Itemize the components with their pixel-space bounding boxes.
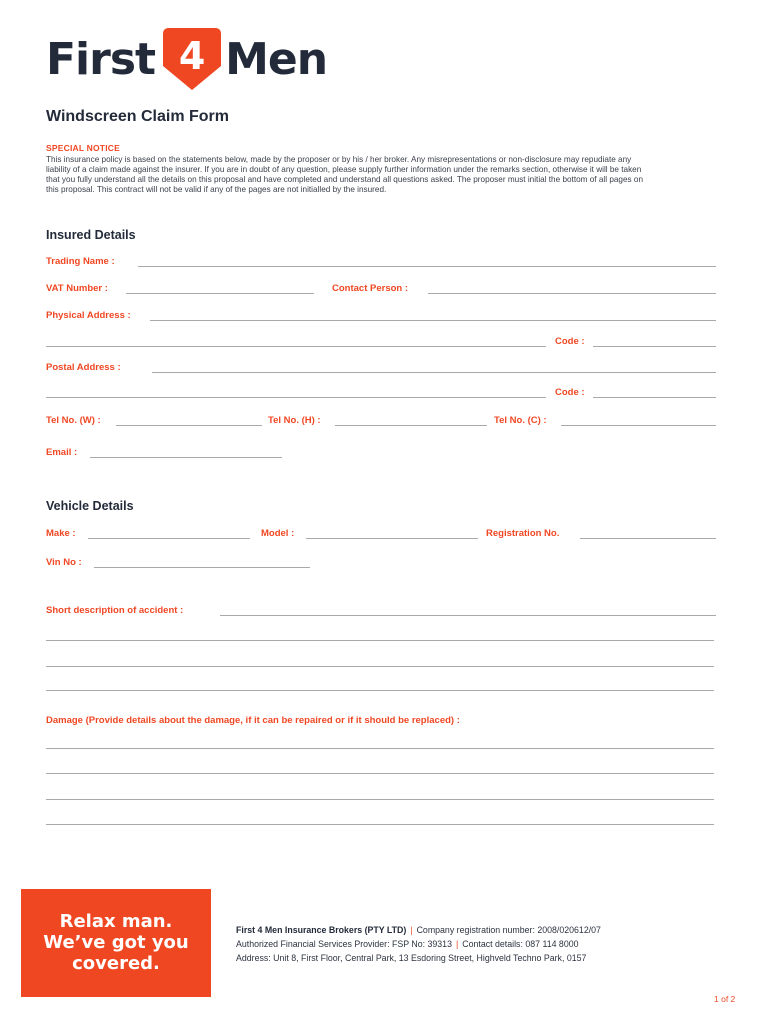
registration-field[interactable] <box>580 538 716 539</box>
logo-word-first: First <box>46 33 156 85</box>
accident-description-label: Short description of accident : <box>46 605 184 616</box>
accident-description-line-4[interactable] <box>46 690 714 691</box>
tel-work-field[interactable] <box>116 425 262 426</box>
footer-separator: | <box>455 939 459 949</box>
footer-line-1 <box>236 923 601 937</box>
postal-address-field-line2[interactable] <box>46 397 546 398</box>
make-field[interactable] <box>88 538 250 539</box>
postal-code-field[interactable] <box>593 397 716 398</box>
page-number: 1 of 2 <box>714 994 736 1004</box>
damage-line-4[interactable] <box>46 824 714 825</box>
registration-label: Registration No. <box>486 528 560 539</box>
contact-person-field[interactable] <box>428 293 716 294</box>
email-field[interactable] <box>90 457 282 458</box>
footer-address: Address: Unit 8, First Floor, Central Park, 13 Esdoring Street, Highveld Techno Park, 0157 <box>236 953 587 963</box>
postal-address-label: Postal Address : <box>46 362 121 373</box>
tel-cell-field[interactable] <box>561 425 716 426</box>
tagline-banner <box>21 889 211 997</box>
company-footer <box>236 923 601 965</box>
tagline-line-3: covered. <box>72 953 160 974</box>
footer-separator: | <box>410 925 413 935</box>
postal-address-field[interactable] <box>152 372 716 373</box>
accident-description-line-3[interactable] <box>46 666 714 667</box>
logo-word-men: Men <box>225 33 328 85</box>
physical-address-label: Physical Address : <box>46 310 131 321</box>
tel-cell-label: Tel No. (C) : <box>494 415 547 426</box>
vat-number-label: VAT Number : <box>46 283 108 294</box>
contact-details: Contact details: 087 114 8000 <box>462 939 579 949</box>
tagline-line-2: We’ve got you <box>43 932 189 953</box>
email-label: Email : <box>46 447 78 458</box>
vin-label: Vin No : <box>46 557 82 568</box>
make-label: Make : <box>46 528 76 539</box>
trading-name-label: Trading Name : <box>46 256 115 267</box>
contact-person-label: Contact Person : <box>332 283 409 294</box>
fsp-number: Authorized Financial Services Provider: FSP No: 39313 <box>236 939 452 949</box>
postal-code-label: Code : <box>555 387 585 398</box>
vat-number-field[interactable] <box>126 293 314 294</box>
tel-work-label: Tel No. (W) : <box>46 415 101 426</box>
company-registration: Company registration number: 2008/020612/07 <box>416 925 601 935</box>
tel-home-label: Tel No. (H) : <box>268 415 321 426</box>
damage-label: Damage (Provide details about the damage, if it can be repaired or if it should be replaced) : <box>46 715 460 726</box>
form-title: Windscreen Claim Form <box>46 108 230 125</box>
vin-field[interactable] <box>94 567 310 568</box>
accident-description-field[interactable] <box>220 615 716 616</box>
tel-home-field[interactable] <box>335 425 487 426</box>
company-name: First 4 Men Insurance Brokers (PTY LTD) <box>236 925 407 935</box>
damage-line-1[interactable] <box>46 748 714 749</box>
special-notice-title: SPECIAL NOTICE <box>46 143 120 153</box>
physical-code-label: Code : <box>555 336 585 347</box>
physical-code-field[interactable] <box>593 346 716 347</box>
tagline-line-1: Relax man. <box>59 911 173 932</box>
brand-logo <box>46 24 327 94</box>
model-label: Model : <box>261 528 295 539</box>
model-field[interactable] <box>306 538 478 539</box>
damage-line-3[interactable] <box>46 799 714 800</box>
footer-line-2 <box>236 937 601 951</box>
trading-name-field[interactable] <box>138 266 716 267</box>
vehicle-details-title: Vehicle Details <box>46 499 134 513</box>
damage-line-2[interactable] <box>46 773 714 774</box>
logo-badge-number: 4 <box>178 34 206 78</box>
physical-address-field[interactable] <box>150 320 716 321</box>
insured-details-title: Insured Details <box>46 228 136 242</box>
logo-badge-icon <box>161 26 223 92</box>
special-notice-text: This insurance policy is based on the statements below, made by the proposer or by his / her broker. Any misrepresentations or non-disclosure may repudiate any liability of a claim made against the insurer. If you are in doubt of any question, please supply further information under the remarks section, otherwise it will be taken that you fully understand all the details on this proposal and have completed and understand all questions asked. The proposer must initial the bottom of all pages on this proposal. This contract will not be valid if any of the pages are not initialled by the insured. <box>46 155 644 194</box>
physical-address-field-line2[interactable] <box>46 346 546 347</box>
accident-description-line-2[interactable] <box>46 640 714 641</box>
